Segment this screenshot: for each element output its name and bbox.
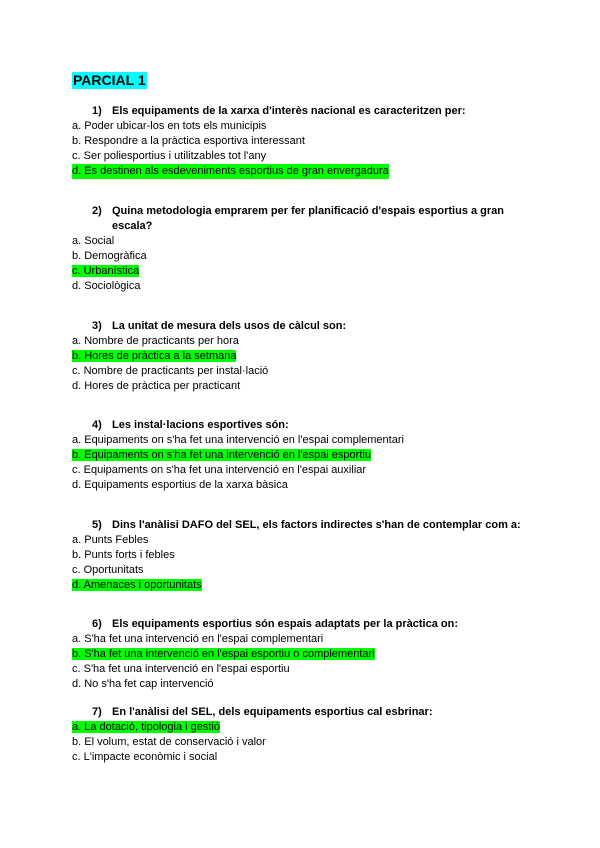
option-b: b. Demogràfica — [72, 250, 147, 262]
question-number: 3) — [92, 320, 102, 332]
question-3 — [72, 319, 542, 394]
question-number: 7) — [92, 706, 102, 718]
question-label: Els equipaments esportius són espais adaptats per la pràctica on: — [112, 618, 458, 630]
question-label: Els equipaments de la xarxa d'interès nacional es caracteritzen per: — [112, 105, 466, 117]
question-text — [92, 104, 542, 119]
option-b: b. Respondre a la pràctica esportiva interessant — [72, 135, 305, 147]
option-a-correct: a. La dotació, tipologia i gestió — [72, 721, 220, 733]
question-text — [92, 418, 542, 433]
option-a: a. Equipaments on s'ha fet una intervenció en l'espai complementari — [72, 434, 404, 446]
question-label: Les instal·lacions esportives són: — [112, 419, 289, 431]
question-text — [92, 617, 542, 632]
question-number: 2) — [92, 205, 102, 217]
option-d: d. Sociològica — [72, 280, 141, 292]
option-d: d. Hores de pràctica per practicant — [72, 380, 241, 392]
option-b-correct: b. Hores de pràctica a la setmana — [72, 350, 237, 362]
question-label: Quina metodologia emprarem per fer planificació d'espais esportius a gran escala? — [112, 205, 504, 232]
question-text — [92, 518, 542, 533]
option-b-correct: b. Equipaments on s'ha fet una intervenció en l'espai esportiu — [72, 449, 371, 461]
option-a: a. Poder ubicar-los en tots els municipis — [72, 120, 267, 132]
question-5 — [72, 518, 542, 593]
option-c: c. Ser poliesportius i utilitzables tot l'any — [72, 150, 267, 162]
option-c: c. L'impacte econòmic i social — [72, 751, 218, 763]
option-c: c. Equipaments on s'ha fet una intervenció en l'espai auxiliar — [72, 464, 367, 476]
question-number: 5) — [92, 519, 102, 531]
question-text — [92, 204, 542, 234]
option-d-correct: d. Es destinen als esdeveniments esportius de gran envergadura — [72, 165, 389, 177]
question-label: Dins l'anàlisi DAFO del SEL, els factors indirectes s'han de contemplar com a: — [112, 519, 521, 531]
question-label: La unitat de mesura dels usos de càlcul son: — [112, 320, 347, 332]
option-a: a. S'ha fet una intervenció en l'espai complementari — [72, 633, 324, 645]
option-c: c. Nombre de practicants per instal·lació — [72, 365, 269, 377]
question-label: En l'anàlisi del SEL, dels equipaments esportius cal esbrinar: — [112, 706, 433, 718]
option-c: c. Oportunitats — [72, 564, 144, 576]
question-7 — [72, 705, 542, 765]
option-b: b. El volum, estat de conservació i valor — [72, 736, 266, 748]
option-d: d. Equipaments esportius de la xarxa bàsica — [72, 479, 288, 491]
question-text — [92, 705, 542, 720]
option-b-correct: b. S'ha fet una intervenció en l'espai esportiu o complementari — [72, 648, 375, 660]
question-text — [92, 319, 542, 334]
option-b: b. Punts forts i febles — [72, 549, 175, 561]
question-1 — [72, 104, 542, 179]
option-d: d. No s'ha fet cap intervenció — [72, 678, 214, 690]
question-number: 6) — [92, 618, 102, 630]
question-number: 4) — [92, 419, 102, 431]
option-c-correct: c. Urbanística — [72, 265, 140, 277]
question-number: 1) — [92, 105, 102, 117]
option-d-correct: d. Amenaces i oportunitats — [72, 579, 202, 591]
page-title: PARCIAL 1 — [73, 72, 146, 88]
question-2 — [72, 204, 542, 294]
option-c: c. S'ha fet una intervenció en l'espai esportiu — [72, 663, 290, 675]
option-a: a. Social — [72, 235, 115, 247]
option-a: a. Punts Febles — [72, 534, 149, 546]
question-4 — [72, 418, 542, 493]
question-6 — [72, 617, 542, 692]
option-a: a. Nombre de practicants per hora — [72, 335, 239, 347]
